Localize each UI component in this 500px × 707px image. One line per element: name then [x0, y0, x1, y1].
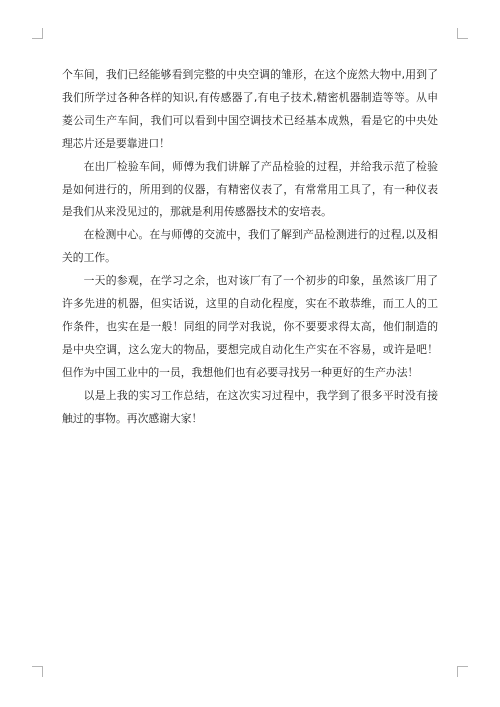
paragraph-testing-center: 在检测中心。在与师傅的交流中，我们了解到产品检测进行的过程,以及相关的工作。 [62, 228, 438, 265]
page-corner-mark-bottom-left [32, 666, 43, 677]
page-corner-mark-top-left [32, 28, 43, 39]
page-corner-mark-top-right [457, 28, 468, 39]
paragraph-inspection: 在出厂检验车间，师傅为我们讲解了产品检验的过程，并给我示范了检验是如何进行的，所用到的仪器，有精密仪表了，有常常用工具了，有一种仪表是我们从来没见过的，那就是利用传感器技术的安培表。 [62, 159, 438, 219]
document-body [62, 64, 438, 431]
paragraph-visit-impression: 一天的参观，在学习之余，也对该厂有了一个初步的印象，虽然该厂用了许多先进的机器，但实话说，这里的自动化程度，实在不敢恭维，而工人的工作条件，也实在是一般！同组的同学对我说，你不要要求得太高，他们制造的是中央空调，这么宠大的物品，要想完成自动化生产实在不容易，或许是吧！但作为中国工业中的一员，我想他们也有必要寻找另一种更好的生产办法！ [62, 274, 438, 379]
paragraph-conclusion: 以是上我的实习工作总结，在这次实习过程中，我学到了很多平时没有接触过的事物。再次感谢大家！ [62, 388, 438, 425]
paragraph-workshop: 个车间，我们已经能够看到完整的中央空调的雏形，在这个庞然大物中,用到了我们所学过各种各样的知识,有传感器了,有电子技术,精密机器制造等等。从申菱公司生产车间，我们可以看到中国空调技术已经基本成熟，看是它的中央处理芯片还是要靠进口！ [62, 68, 438, 150]
page-corner-mark-bottom-right [457, 666, 468, 677]
